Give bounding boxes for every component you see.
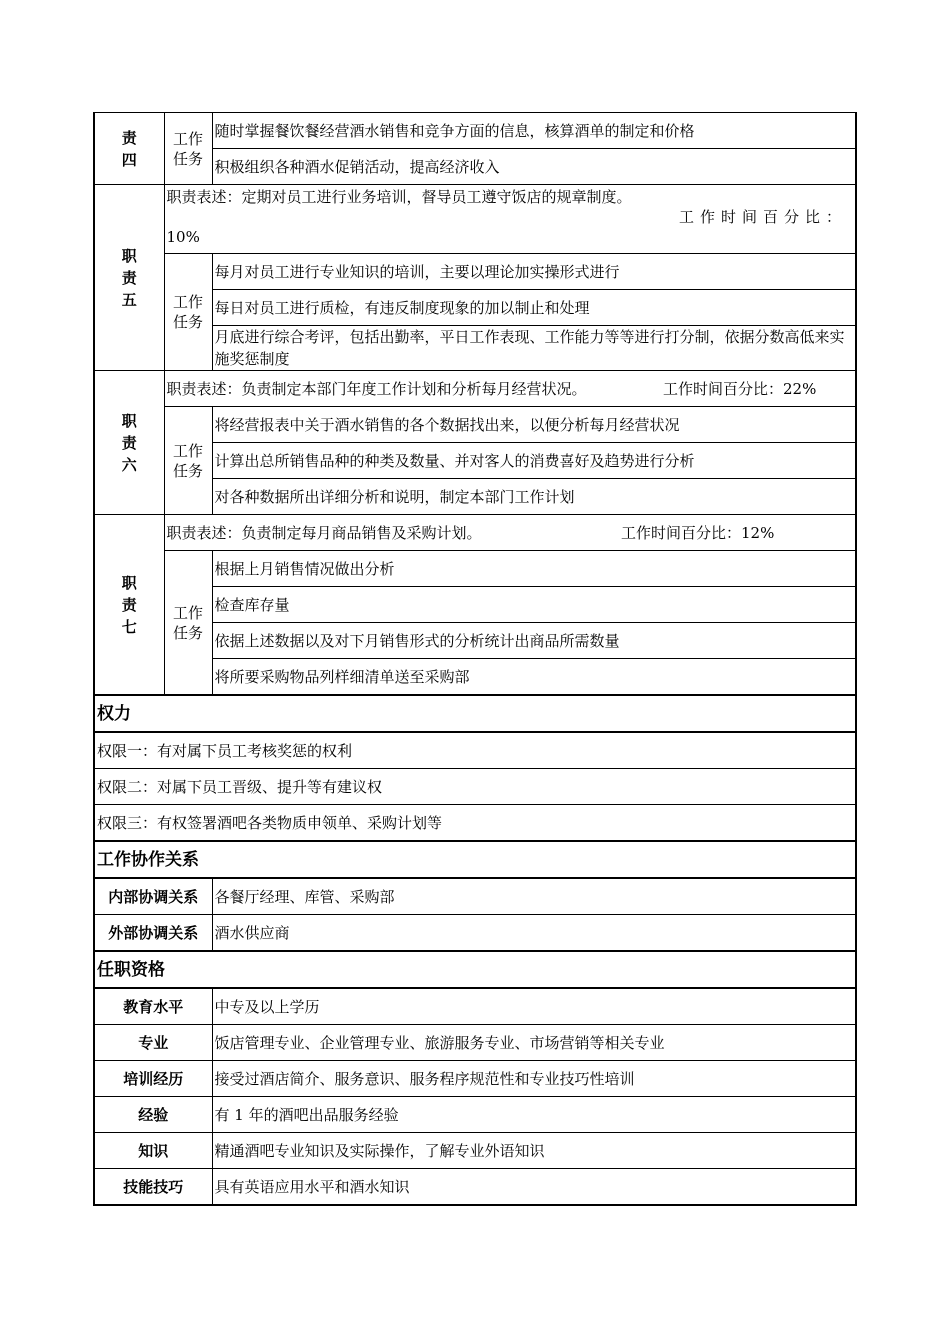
qualification-label: 教育水平	[94, 988, 212, 1025]
duty4-label: 责 四	[94, 113, 164, 185]
duty5-task: 每月对员工进行专业知识的培训，主要以理论加实操形式进行	[212, 254, 856, 290]
duty7-task-label: 工作任务	[164, 551, 212, 696]
duty5-row-1	[94, 254, 856, 290]
qualification-row	[94, 1097, 856, 1133]
duty4-task: 随时掌握餐饮餐经营酒水销售和竞争方面的信息，核算酒单的制定和价格	[212, 113, 856, 149]
duty4-row-1	[94, 113, 856, 149]
relations-label: 内部协调关系	[94, 878, 212, 915]
qualification-label: 技能技巧	[94, 1169, 212, 1206]
duty4-task: 积极组织各种酒水促销活动，提高经济收入	[212, 149, 856, 185]
qualification-value: 饭店管理专业、企业管理专业、旅游服务专业、市场营销等相关专业	[212, 1025, 856, 1061]
duty7-description: 工作时间百分比：12% 职责表述：负责制定每月商品销售及采购计划。	[164, 515, 856, 551]
relations-title: 工作协作关系	[94, 841, 856, 878]
duty6-task: 将经营报表中关于酒水销售的各个数据找出来，以便分析每月经营状况	[212, 407, 856, 443]
duty6-label: 职 责 六	[94, 371, 164, 515]
relations-section-header	[94, 841, 856, 878]
authority-item: 权限三：有权签署酒吧各类物质申领单、采购计划等	[94, 805, 856, 842]
duty5-task: 每日对员工进行质检，有违反制度现象的加以制止和处理	[212, 290, 856, 326]
authority-row	[94, 805, 856, 842]
duty7-label: 职 责 七	[94, 515, 164, 696]
relations-row	[94, 878, 856, 915]
authority-item: 权限一：有对属下员工考核奖惩的权利	[94, 732, 856, 769]
job-description-document	[93, 112, 857, 1206]
duty6-task: 计算出总所销售品种的种类及数量、并对客人的消费喜好及趋势进行分析	[212, 443, 856, 479]
qualification-value: 精通酒吧专业知识及实际操作，了解专业外语知识	[212, 1133, 856, 1169]
qualification-label: 知识	[94, 1133, 212, 1169]
relations-value: 各餐厅经理、库管、采购部	[212, 878, 856, 915]
duty5-desc-row	[94, 185, 856, 254]
duty5-task-label: 工作任务	[164, 254, 212, 371]
qualification-row	[94, 1061, 856, 1097]
qualification-value: 中专及以上学历	[212, 988, 856, 1025]
qualification-row	[94, 1169, 856, 1206]
qualification-value: 接受过酒店简介、服务意识、服务程序规范性和专业技巧性培训	[212, 1061, 856, 1097]
qualification-label: 专业	[94, 1025, 212, 1061]
authority-title: 权力	[94, 695, 856, 732]
qualification-row	[94, 1133, 856, 1169]
relations-row	[94, 915, 856, 952]
relations-label: 外部协调关系	[94, 915, 212, 952]
authority-row	[94, 769, 856, 805]
duty7-task: 根据上月销售情况做出分析	[212, 551, 856, 587]
qualification-value: 有 1 年的酒吧出品服务经验	[212, 1097, 856, 1133]
qualifications-section-header	[94, 951, 856, 988]
qualification-label: 培训经历	[94, 1061, 212, 1097]
duty7-time-percent: 工作时间百分比：12%	[621, 523, 775, 542]
duty7-task: 检查库存量	[212, 587, 856, 623]
qualification-row	[94, 988, 856, 1025]
qualifications-title: 任职资格	[94, 951, 856, 988]
duty5-task: 月底进行综合考评，包括出勤率，平日工作表现、工作能力等等进行打分制，依据分数高低来实施奖惩制度	[212, 326, 856, 371]
relations-value: 酒水供应商	[212, 915, 856, 952]
duty5-description: 职责表述：定期对员工进行业务培训，督导员工遵守饭店的规章制度。 工作时间百分比： 10%	[164, 185, 856, 254]
duty6-desc-row	[94, 371, 856, 407]
duty7-task: 依据上述数据以及对下月销售形式的分析统计出商品所需数量	[212, 623, 856, 659]
authority-section-header	[94, 695, 856, 732]
duty7-desc-row	[94, 515, 856, 551]
duties-table	[93, 112, 857, 1206]
duty6-row-1	[94, 407, 856, 443]
duty7-task: 将所要采购物品列样细清单送至采购部	[212, 659, 856, 696]
duty5-label: 职 责 五	[94, 185, 164, 371]
duty6-time-percent: 工作时间百分比：22%	[663, 379, 817, 398]
qualification-label: 经验	[94, 1097, 212, 1133]
duty6-task: 对各种数据所出详细分析和说明，制定本部门工作计划	[212, 479, 856, 515]
qualification-value: 具有英语应用水平和酒水知识	[212, 1169, 856, 1206]
duty4-task-label: 工作任务	[164, 113, 212, 185]
authority-item: 权限二：对属下员工晋级、提升等有建议权	[94, 769, 856, 805]
duty7-row-1	[94, 551, 856, 587]
duty6-task-label: 工作任务	[164, 407, 212, 515]
qualification-row	[94, 1025, 856, 1061]
duty6-description: 工作时间百分比：22% 职责表述：负责制定本部门年度工作计划和分析每月经营状况。	[164, 371, 856, 407]
authority-row	[94, 732, 856, 769]
